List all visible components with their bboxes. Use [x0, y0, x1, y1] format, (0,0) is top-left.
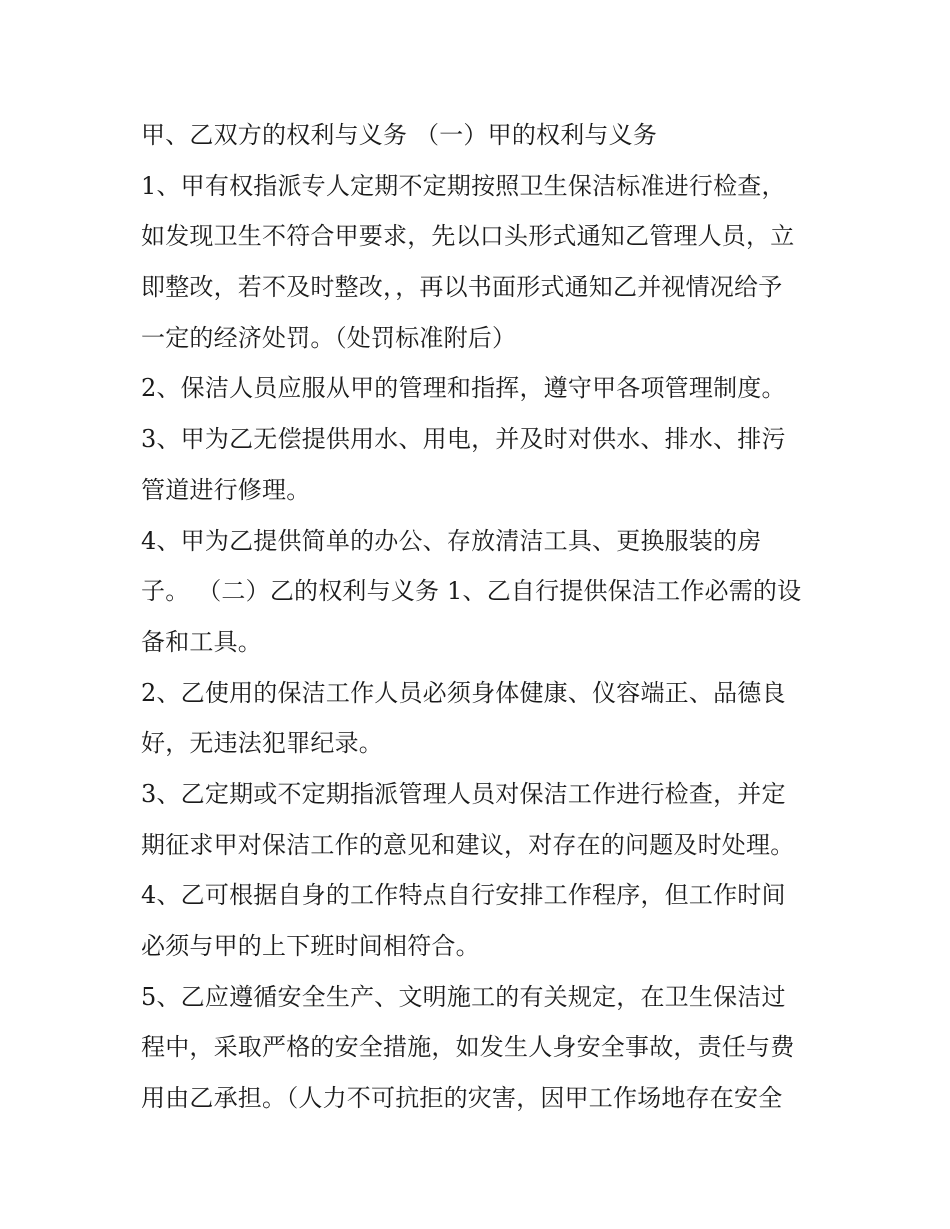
text-line: 5、乙应遵循安全生产、文明施工的有关规定，在卫生保洁过	[141, 982, 786, 1011]
text-line: 1、甲有权指派专人定期不定期按照卫生保洁标准进行检查，	[141, 171, 786, 200]
text-line: 好，无违法犯罪纪录。	[141, 729, 383, 758]
text-line: 期征求甲对保洁工作的意见和建议，对存在的问题及时处理。	[141, 830, 795, 859]
text-line: 子。 （二）乙的权利与义务 1、乙自行提供保洁工作必需的设	[141, 577, 802, 606]
document-body	[141, 110, 821, 1124]
text-line: 4、甲为乙提供简单的办公、存放清洁工具、更换服装的房	[141, 526, 762, 555]
text-line: 2、保洁人员应服从甲的管理和指挥，遵守甲各项管理制度。	[141, 374, 786, 403]
text-line: 用由乙承担。（人力不可抗拒的灾害，因甲工作场地存在安全	[141, 1084, 783, 1113]
heading-rights-obligations: 甲、乙双方的权利与义务 （一）甲的权利与义务	[141, 121, 658, 149]
text-line: 必须与甲的上下班时间相符合。	[141, 932, 480, 960]
text-line: 即整改，若不及时整改，，再以书面形式通知乙并视情况给予	[141, 273, 783, 302]
text-line: 管道进行修理。	[141, 475, 311, 504]
text-line: 一定的经济处罚。（处罚标准附后）	[141, 323, 517, 352]
text-line: 4、乙可根据自身的工作特点自行安排工作程序，但工作时间	[141, 881, 786, 910]
text-line: 3、甲为乙无偿提供用水、用电，并及时对供水、排水、排污	[141, 425, 786, 454]
text-line: 2、乙使用的保洁工作人员必须身体健康、仪容端正、品德良	[141, 678, 786, 707]
text-line: 备和工具。	[141, 627, 262, 656]
text-line: 程中，采取严格的安全措施，如发生人身安全事故，责任与费	[141, 1033, 795, 1062]
text-line: 3、乙定期或不定期指派管理人员对保洁工作进行检查，并定	[141, 779, 786, 808]
text-line: 如发现卫生不符合甲要求，先以口头形式通知乙管理人员，立	[141, 222, 795, 251]
